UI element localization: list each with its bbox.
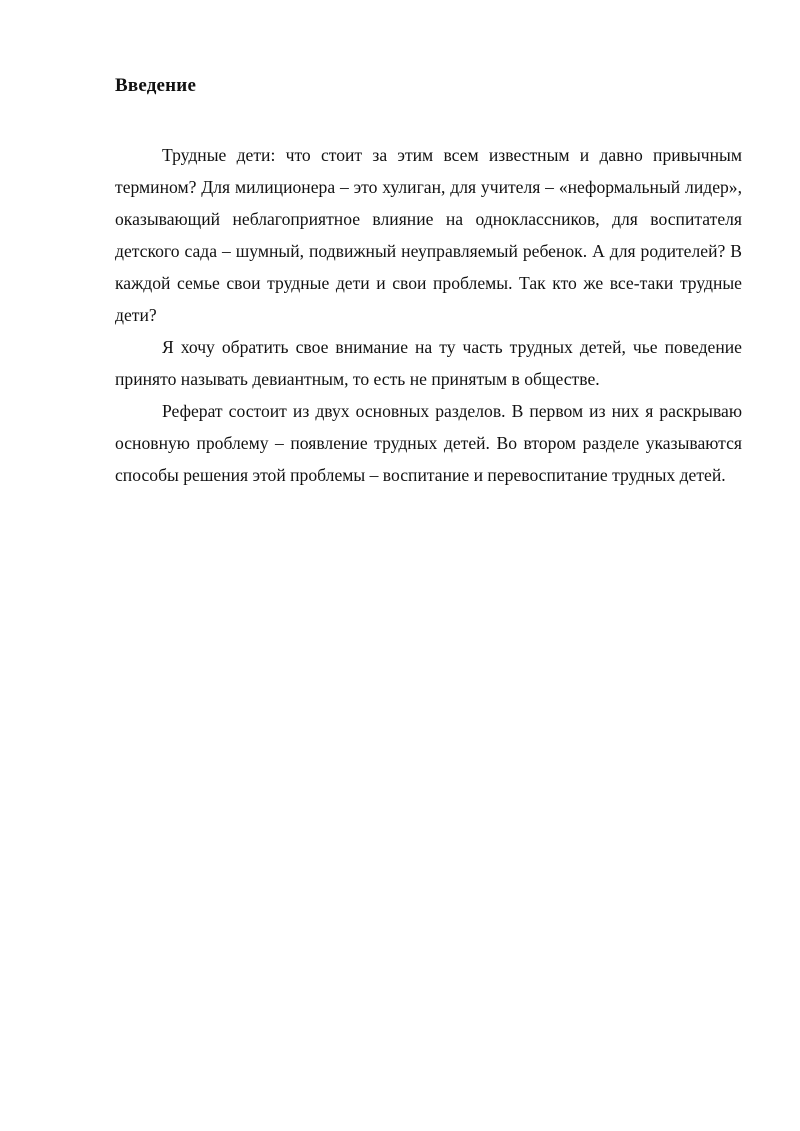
body-text — [115, 139, 742, 491]
paragraph-1: Трудные дети: что стоит за этим всем известным и давно привычным термином? Для милиционера – это хулиган, для учителя – «неформальный лидер», оказывающий неблагоприятное влияние на одноклассников, для воспитателя детского сада – шумный, подвижный неуправляемый ребенок. А для родителей? В каждой семье свои трудные дети и свои проблемы. Так кто же все-таки трудные дети? — [115, 145, 742, 325]
paragraph-2: Я хочу обратить свое внимание на ту часть трудных детей, чье поведение принято называть девиантным, то есть не принятым в обществе. — [115, 337, 742, 389]
section-heading: Введение — [115, 75, 197, 96]
paragraph-3: Реферат состоит из двух основных разделов. В первом из них я раскрываю основную проблему – появление трудных детей. Во втором разделе указываются способы решения этой проблемы – воспитание и перевоспитание трудных детей. — [115, 401, 742, 485]
